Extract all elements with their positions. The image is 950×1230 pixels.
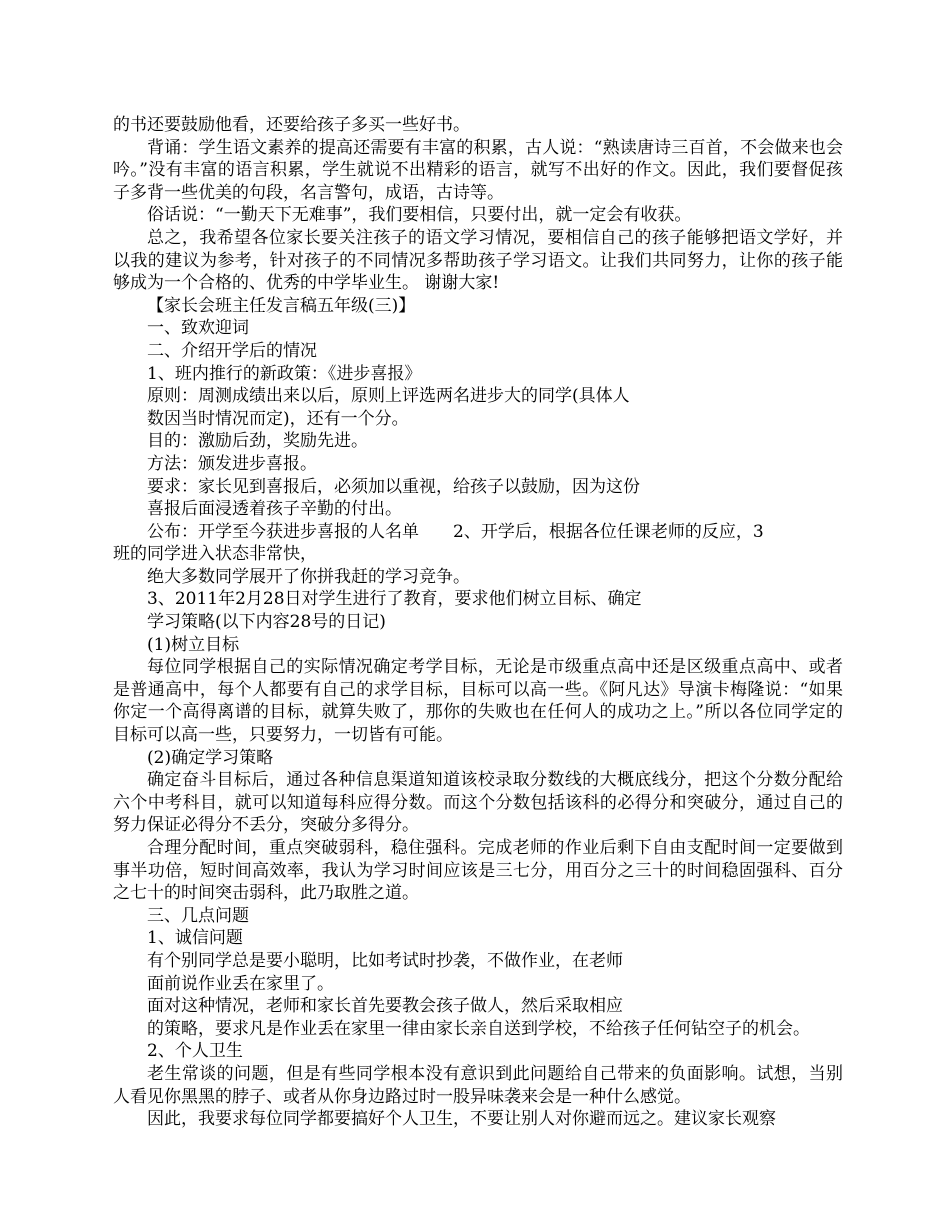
section-heading: 三、几点问题 — [147, 905, 249, 926]
section-heading: 2、个人卫生 — [147, 1041, 243, 1062]
paragraph: 的策略，要求凡是作业丢在家里一律由家长亲自送到学校，不给孩子任何钻空子的机会。 — [147, 1018, 810, 1039]
paragraph: 学习策略(以下内容28号的日记) — [147, 612, 386, 633]
paragraph: 确定奋斗目标后，通过各种信息渠道知道该校录取分数线的大概底线分，把这个分数分配给六个中考科目，就可以知道每科应得分数。而这个分数包括该科的必得分和突破分，通过自己的努力保证必得分不丢分，突破分多得分。 — [113, 770, 843, 836]
paragraph: 合理分配时间，重点突破弱科，稳住强科。完成老师的作业后剩下自由支配时间一定要做到事半功倍，短时间高效率，我认为学习时间应该是三七分，用百分之三十的时间稳固强科、百分之七十的时间突击弱科，此乃取胜之道。 — [113, 838, 843, 904]
paragraph: 喜报后面浸透着孩子辛勤的付出。 — [147, 499, 402, 520]
paragraph: 方法：颁发进步喜报。 — [147, 453, 317, 474]
section-heading: (1)树立目标 — [147, 634, 240, 655]
document-body — [113, 114, 843, 1131]
paragraph: 原则：周测成绩出来以后，原则上评选两名进步大的同学(具体人 — [147, 386, 630, 407]
paragraph: 有个别同学总是要小聪明，比如考试时抄袭，不做作业，在老师 — [147, 950, 623, 971]
paragraph: 总之，我希望各位家长要关注孩子的语文学习情况，要相信自己的孩子能够把语文学好，并以我的建议为参考，针对孩子的不同情况多帮助孩子学习语文。让我们共同努力，让你的孩子能够成为一个合格的、优秀的中学毕业生。 谢谢大家! — [113, 227, 843, 294]
paragraph: 1、班内推行的新政策：《进步喜报》 — [147, 363, 422, 384]
section-heading: 一、致欢迎词 — [147, 318, 249, 339]
paragraph: 面对这种情况，老师和家长首先要教会孩子做人，然后采取相应 — [147, 996, 623, 1017]
paragraph: 俗话说：“一勤天下无难事”，我们要相信，只要付出，就一定会有收获。 — [147, 205, 692, 226]
section-heading: 1、诚信问题 — [147, 928, 243, 949]
section-heading: 【家长会班主任发言稿五年级(三)】 — [147, 295, 416, 316]
paragraph: 班的同学进入状态非常快， — [113, 544, 317, 565]
paragraph: 的书还要鼓励他看，还要给孩子多买一些好书。 — [113, 115, 470, 135]
paragraph: 因此，我要求每位同学都要搞好个人卫生，不要让别人对你避而远之。建议家长观察 — [147, 1109, 776, 1130]
paragraph: 目的：激励后劲，奖励先进。 — [147, 431, 368, 452]
paragraph: 要求：家长见到喜报后，必须加以重视，给孩子以鼓励，因为这份 — [147, 476, 640, 497]
paragraph: 面前说作业丢在家里了。 — [147, 973, 334, 994]
paragraph: 背诵：学生语文素养的提高还需要有丰富的积累，古人说：“熟读唐诗三百首，不会做来也会吟。”没有丰富的语言积累，学生就说不出精彩的语言，就写不出好的作文。因此，我们要督促孩子多背一些优美的句段，名言警句，成语，古诗等。 — [113, 137, 843, 203]
paragraph: 3、2011年2月28日对学生进行了教育，要求他们树立目标、确定 — [147, 589, 642, 610]
paragraph: 绝大多数同学展开了你拼我赶的学习竞争。 — [147, 566, 470, 587]
paragraph: 公布：开学至今获进步喜报的人名单 2、开学后，根据各位任课老师的反应，3 — [147, 521, 764, 542]
paragraph: 老生常谈的问题，但是有些同学根本没有意识到此问题给自己带来的负面影响。试想，当别人看见你黑黑的脖子、或者从你身边路过时一股异味袭来会是一种什么感觉。 — [113, 1063, 843, 1107]
section-heading: 二、介绍开学后的情况 — [147, 340, 317, 361]
paragraph: 数因当时情况而定)，还有一个分。 — [147, 408, 409, 429]
paragraph: 每位同学根据自己的实际情况确定考学目标，无论是市级重点高中还是区级重点高中、或者是普通高中，每个人都要有自己的求学目标，目标可以高一些。《阿凡达》导演卡梅隆说：“如果你定一个高得离谱的目标，就算失败了，那你的失败也在任何人的成功之上。”所以各位同学定的目标可以高一些，只要努力，一切皆有可能。 — [113, 657, 843, 746]
section-heading: (2)确定学习策略 — [147, 747, 274, 768]
